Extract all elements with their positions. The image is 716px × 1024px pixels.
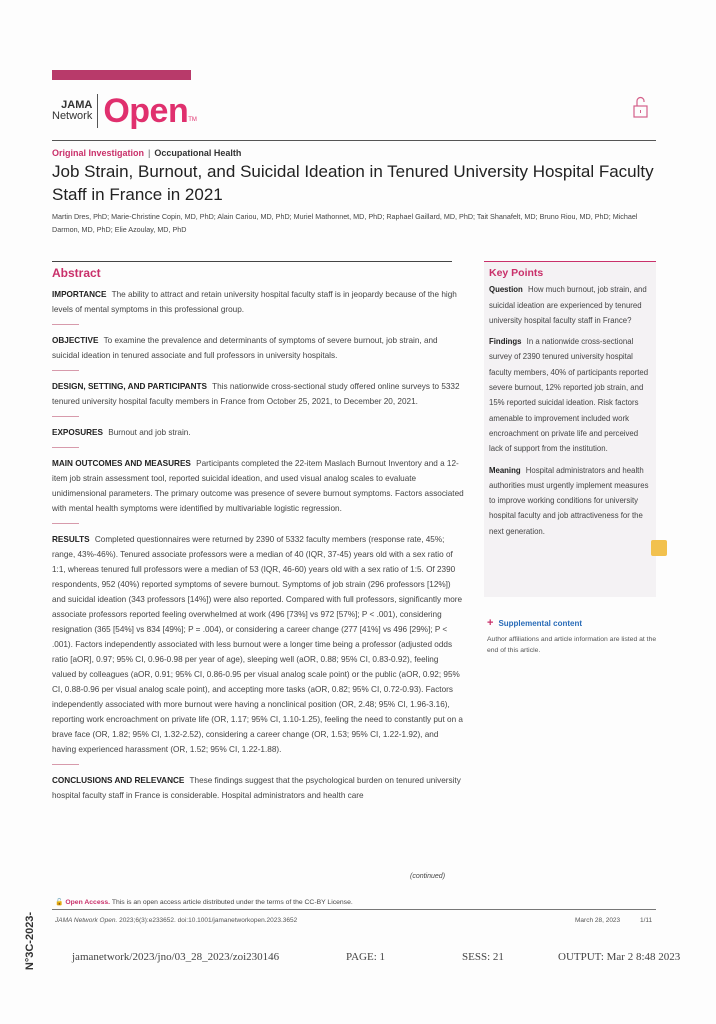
section-divider <box>52 764 79 765</box>
key-point-head: Findings <box>489 337 522 347</box>
abstract-section-outcomes <box>52 456 464 516</box>
key-point-text: Hospital administrators and health authorities must urgently implement measures to improve working conditions for university hospital faculty and job attractiveness for the next generation. <box>489 465 649 536</box>
section-text: Burnout and job strain. <box>108 428 191 437</box>
abstract-section-results <box>52 532 464 757</box>
logo-open-text: Open <box>103 91 189 130</box>
print-page: PAGE: 1 <box>346 951 386 963</box>
page-number: 1/11 <box>640 917 653 924</box>
abstract-body <box>52 287 464 803</box>
print-path: jamanetwork/2023/jno/03_28_2023/zoi230146 <box>72 951 280 963</box>
section-head: OBJECTIVE <box>52 336 99 345</box>
key-point-text: How much burnout, job strain, and suicidal ideation are experienced by tenured university hospital faculty staff in France? <box>489 285 647 325</box>
section-divider <box>52 447 79 448</box>
section-divider <box>52 370 79 371</box>
supplemental-content-link[interactable] <box>487 617 582 629</box>
section-head: MAIN OUTCOMES AND MEASURES <box>52 459 191 468</box>
abstract-section-conclusions <box>52 773 464 803</box>
open-access-notice <box>55 898 353 906</box>
section-head: DESIGN, SETTING, AND PARTICIPANTS <box>52 382 207 391</box>
section-head: RESULTS <box>52 535 90 544</box>
abstract-section-exposures <box>52 425 464 440</box>
article-title: Job Strain, Burnout, and Suicidal Ideation in Tenured University Hospital Faculty Staff in France in 2021 <box>52 162 654 204</box>
footer-divider <box>52 909 656 910</box>
logo-jama-text: JAMA <box>61 99 93 111</box>
open-access-text: This is an open access article distributed under the terms of the CC-BY License. <box>111 899 353 906</box>
key-points-heading: Key Points <box>489 267 544 279</box>
abstract-heading: Abstract <box>52 266 101 280</box>
continued-note: (continued) <box>410 873 446 880</box>
plus-icon: + <box>487 617 494 629</box>
key-points <box>489 266 649 545</box>
section-head: CONCLUSIONS AND RELEVANCE <box>52 776 185 785</box>
abstract-divider <box>52 261 452 262</box>
supplemental-note: Author affiliations and article information are listed at the end of this article. <box>487 636 657 654</box>
open-access-lock-small-icon: 🔓 <box>55 899 64 906</box>
citation <box>55 917 297 924</box>
citation-journal: JAMA Network Open. <box>55 917 118 924</box>
section-text: Participants completed the 22-item Maslach Burnout Inventory and a 12-item job strain assessment tool, reported suicidal ideation, and used visual analog scales to evaluate unidimensional parameters. The primary outcome was presence of severe burnout symptoms. Factors associated with mental health symptoms were identified by multivariable logistic regression. <box>52 459 464 513</box>
print-sess: SESS: 21 <box>462 951 504 963</box>
key-point-text: In a nationwide cross-sectional survey of 2390 tenured university hospital faculty members, 40% of participants reported severe burnout, 12% reported job strain, and 15% reported suicidal ideation. Risk factors amenable to improvement included work encroachment on private life and perceived lack of support from the institution. <box>489 337 649 454</box>
journal-color-bar <box>52 70 191 80</box>
key-point-head: Meaning <box>489 465 521 475</box>
logo-tm: TM <box>188 117 197 123</box>
header-divider <box>52 140 656 141</box>
section-divider <box>52 416 79 417</box>
print-output: OUTPUT: Mar 2 8:48 2023 <box>558 951 681 963</box>
comment-note-icon[interactable] <box>651 540 667 556</box>
abstract-section-objective <box>52 333 464 363</box>
section-head: IMPORTANCE <box>52 290 107 299</box>
section-text: The ability to attract and retain university hospital faculty staff is in jeopardy because of the high levels of mental symptoms in this professional group. <box>52 290 457 314</box>
key-point-question <box>489 282 649 328</box>
author-list: Martin Dres, PhD; Marie-Christine Copin, MD, PhD; Alain Cariou, MD, PhD; Muriel Mathonnet, MD, PhD; Raphael Gaillard, MD, PhD; Tait Shanafelt, MD; Bruno Riou, MD, PhD; Michael Darmon, MD, PhD; Elie Azoulay, MD, PhD <box>52 212 638 234</box>
citation-doi[interactable]: 2023;6(3):e233652. doi:10.1001/jamanetworkopen.2023.3652 <box>119 917 298 924</box>
section-divider <box>52 523 79 524</box>
subcategory-label[interactable]: Occupational Health <box>154 148 242 158</box>
supplemental-label: Supplemental content <box>498 619 582 628</box>
article-category: Original Investigation | Occupational Health <box>52 148 242 158</box>
section-text: Completed questionnaires were returned by 2390 of 5332 faculty members (response rate, 45%; range, 43%-46%). Tenured associate professors were a median of 40 (IQR, 37-45) years old with a sex ratio of 1:1, whereas tenured full professors were a median of 53 (IQR, 46-60) years old with a sex ratio of 1:5. Of 2390 respondents, 952 (40%) reported symptoms of severe burnout. Symptoms of job strain (296 professors [12%]) and suicidal ideation (343 professors [14%]) were also reported. Compared with full professors, significantly more associate professors reported feeling overwhelmed at work (496 [73%] vs 972 [57%]; P < .001), considering resignation (365 [54%] vs 834 [49%]; P = .004), or considering a career change (277 [41%] vs 496 [29%]; P < .001). Factors independently associated with less burnout were a longer time being a professor (adjusted odds ratio [aOR], 0.97; 95% CI, 0.96-0.98 per year of age), sleeping well (aOR, 0.88; 95% CI, 0.83-0.92), feeling valued by colleagues (aOR, 0.91; 95% CI, 0.86-0.95 per visual analog scale point) or the public (aOR, 0.92; 95% CI, 0.88-0.96 per visual analog scale point), and accepting more tasks (aOR, 0.82; 95% CI, 0.72-0.93). Factors independently associated with more burnout were having a nonclinical position (OR, 2.48; 95% CI, 1.96-3.16), reporting work encroachment on private life (OR, 1.17; 95% CI, 1.10-1.25), feeling the need to constantly put on a brave face (OR, 1.82; 95% CI, 1.32-2.52), considering a career change (OR, 1.53; 95% CI, 1.22-1.92), and having experienced harassment (OR, 1.52; 95% CI, 1.22-1.88). <box>52 535 463 754</box>
category-label[interactable]: Original Investigation <box>52 148 145 158</box>
key-point-meaning <box>489 463 649 539</box>
abstract-section-importance <box>52 287 464 317</box>
section-divider <box>52 324 79 325</box>
abstract-section-design <box>52 379 464 409</box>
key-point-head: Question <box>489 285 523 295</box>
section-text: These findings suggest that the psychological burden on tenured university hospital faculty staff in France is considerable. Hospital administrators and health care <box>52 776 461 800</box>
side-stamp-code: N°3C-2023- <box>24 911 36 971</box>
open-access-label[interactable]: Open Access. <box>65 899 111 906</box>
open-access-lock-icon <box>633 96 648 118</box>
section-head: EXPOSURES <box>52 428 103 437</box>
logo-jama-network <box>52 100 97 122</box>
publication-date: March 28, 2023 <box>575 917 621 924</box>
key-point-findings <box>489 334 649 456</box>
logo-network-text: Network <box>52 110 93 122</box>
section-text: This nationwide cross-sectional study offered online surveys to 5332 tenured university hospital faculty members in France from October 25, 2021, to December 20, 2021. <box>52 382 460 406</box>
jama-network-open-logo <box>52 91 197 131</box>
section-text: To examine the prevalence and determinants of symptoms of severe burnout, job strain, and suicidal ideation in tenured associate and full professors in university hospitals. <box>52 336 438 360</box>
